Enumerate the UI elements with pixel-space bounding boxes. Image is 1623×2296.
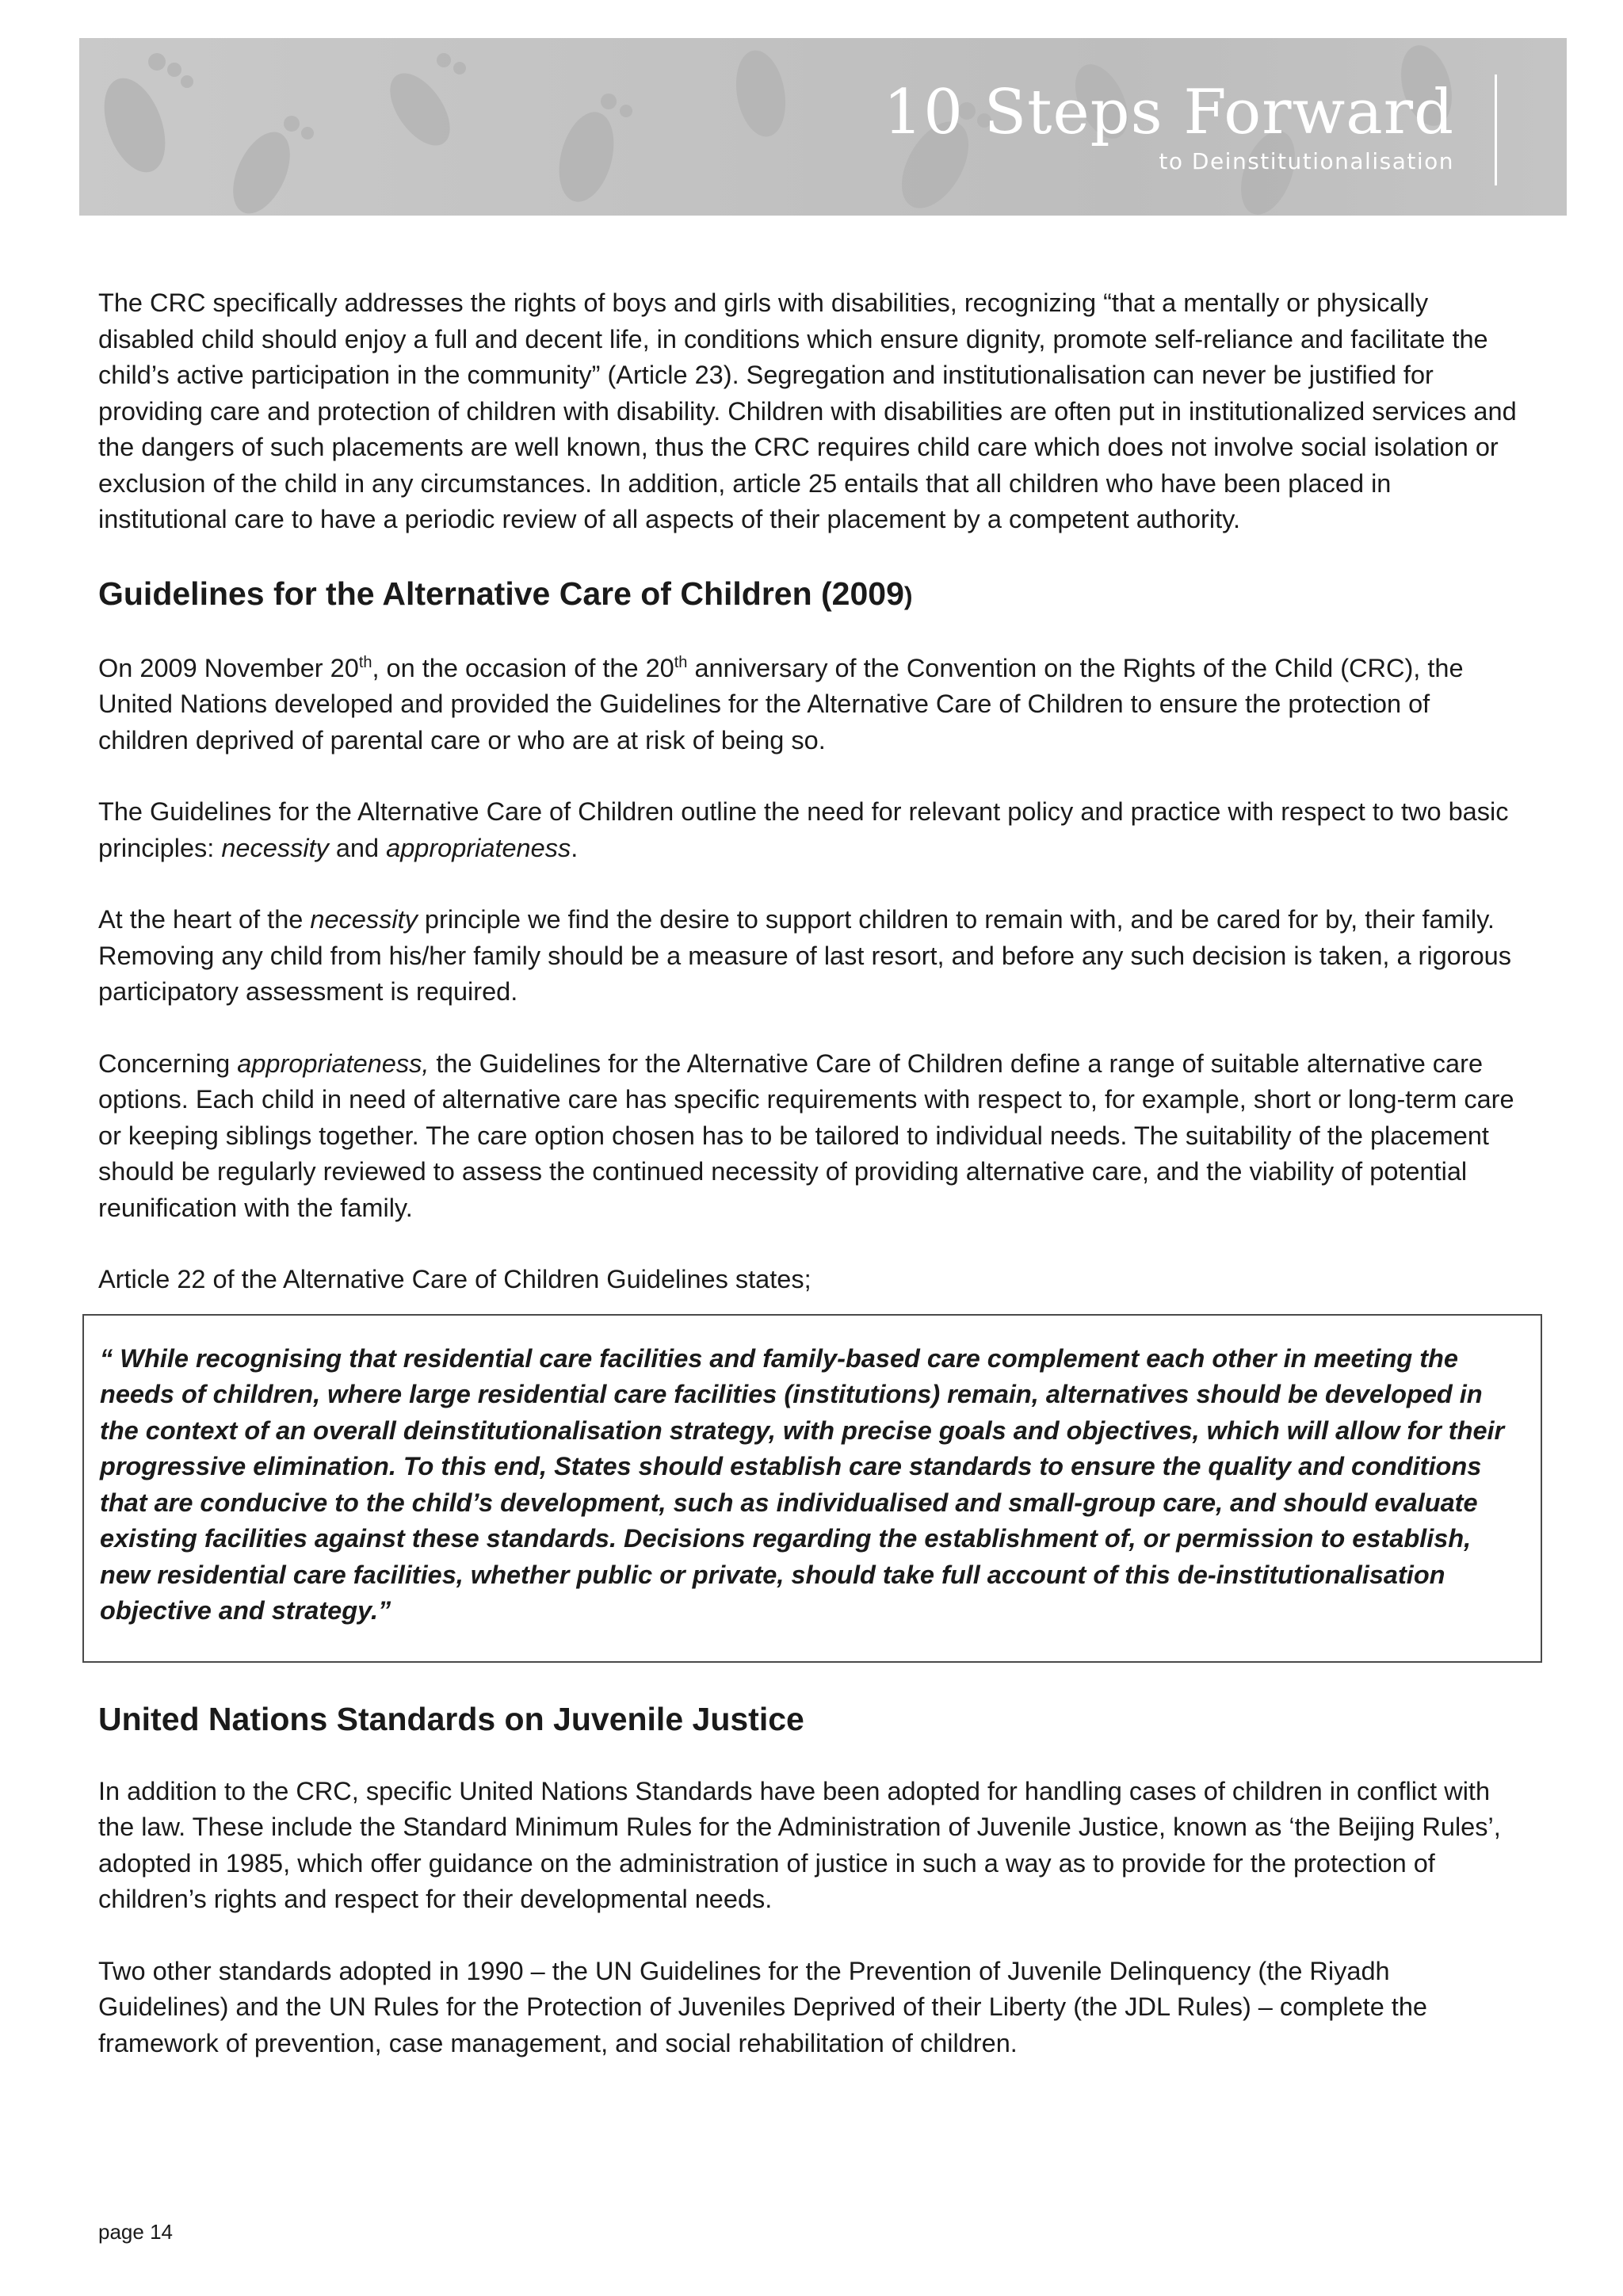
paragraph-beijing-rules: In addition to the CRC, specific United Nations Standards have been adopted for handling cases of children in conflict with the law. These include the Standard Minimum Rules for the Administration of Juvenile Justice, known as ‘the Beijing Rules’, adopted in 1985, which offer guidance on the administration of justice in such a way as to provide for the protection of children’s rights and respect for their developmental needs. bbox=[98, 1776, 1501, 1913]
page-number: page 14 bbox=[98, 2220, 173, 2244]
section-heading-alternative-care bbox=[98, 574, 1525, 616]
emphasis-necessity: necessity bbox=[310, 905, 418, 934]
intro-paragraph: The CRC specifically addresses the rights of boys and girls with disabilities, recognizing “that a mentally or physically disabled child should enjoy a full and decent life, in conditions which ensure dignity, promote self-reliance and facilitate the child’s active participation in the community” (Article 23). Segregation and institutionalisation can never be justified for providing care and protection of children with disability. Children with disabilities are often put in institutionalized services and the dangers of such placements are well known, thus the CRC requires child care which does not involve social isolation or exclusion of the child in any circumstances. In addition, article 25 entails that all children who have been placed in institutional care to have a periodic review of all aspects of their placement by a competent authority. bbox=[98, 288, 1517, 533]
heading-paren: ) bbox=[903, 581, 913, 610]
banner-title: 10 Steps Forward bbox=[883, 77, 1454, 148]
article-22-quote: “ While recognising that residential care facilities and family-based care complement each other in meeting the needs of children, where large residential care facilities (institutions) remain, alternatives should be developed in the context of an overall deinstitutionalisation strategy, with precise goals and objectives, which will allow for their progressive elimination. To this end, States should establish care standards to ensure the quality and conditions that are conducive to the child’s development, such as individualised and small-group care, and should evaluate existing facilities against these standards. Decisions regarding the establishment of, or permission to establish, new residential care facilities, whether public or private, should take full account of this de-institutionalisation objective and strategy.” bbox=[100, 1343, 1505, 1625]
text-segment: , on the occasion of the 20 bbox=[372, 653, 674, 682]
article-22-quote-box bbox=[82, 1314, 1542, 1663]
text-segment: At the heart of the bbox=[98, 905, 311, 934]
section-heading-juvenile-justice: United Nations Standards on Juvenile Justice bbox=[98, 1700, 804, 1737]
header-banner bbox=[79, 38, 1567, 216]
text-segment: Concerning bbox=[98, 1049, 238, 1078]
banner-subtitle: to Deinstitutionalisation bbox=[1159, 148, 1454, 174]
superscript: th bbox=[358, 653, 372, 671]
paragraph-principles bbox=[98, 794, 1525, 866]
emphasis-necessity: necessity bbox=[221, 833, 329, 862]
paragraph-appropriateness bbox=[98, 1046, 1525, 1227]
text-segment: anniversary of the Convention on the Rights of the Child (CRC), the United Nations developed and provided the Guidelines for the Alternative Care of Children to ensure the protection of children deprived of parental care or who are at risk of being so. bbox=[98, 653, 1464, 755]
superscript: th bbox=[674, 653, 688, 671]
text-segment: and bbox=[328, 833, 387, 862]
banner-divider bbox=[1495, 74, 1497, 185]
heading-text: Guidelines for the Alternative Care of Children (2009 bbox=[98, 575, 904, 612]
emphasis-appropriateness: appropriateness bbox=[386, 833, 571, 862]
paragraph-other-standards: Two other standards adopted in 1990 – the UN Guidelines for the Prevention of Juvenile Delinquency (the Riyadh Guidelines) and the UN Rules for the Protection of Juveniles Deprived of their Liberty (the JDL Rules) – complete the framework of prevention, case management, and social rehabilitation of children. bbox=[98, 1956, 1427, 2057]
paragraph-article-22: Article 22 of the Alternative Care of Children Guidelines states; bbox=[98, 1265, 812, 1293]
text-segment: the Guidelines for the Alternative Care of Children define a range of suitable alternative care options. Each child in need of alternative care has specific requirements with respect to, for example, short or long-term care or keeping siblings together. The care option chosen has to be tailored to individual needs. The suitability of the placement should be regularly reviewed to assess the continued necessity of providing alternative care, and the viability of potential reunification with the family. bbox=[98, 1049, 1514, 1222]
text-segment: . bbox=[571, 833, 579, 862]
page-content bbox=[98, 285, 1525, 2097]
text-segment: On 2009 November 20 bbox=[98, 653, 359, 682]
emphasis-appropriateness: appropriateness, bbox=[237, 1049, 430, 1078]
paragraph-necessity bbox=[98, 902, 1525, 1010]
text-segment: principle we find the desire to support children to remain with, and be cared for by, their family. Removing any child from his/her family should be a measure of last resort, and before any such decision is taken, a rigorous participatory assessment is required. bbox=[98, 905, 1511, 1006]
paragraph-guidelines-intro bbox=[98, 651, 1525, 759]
text-segment: The Guidelines for the Alternative Care of Children outline the need for relevant policy and practice with respect to two basic principles: bbox=[98, 797, 1509, 862]
banner-title-block bbox=[884, 79, 1454, 176]
